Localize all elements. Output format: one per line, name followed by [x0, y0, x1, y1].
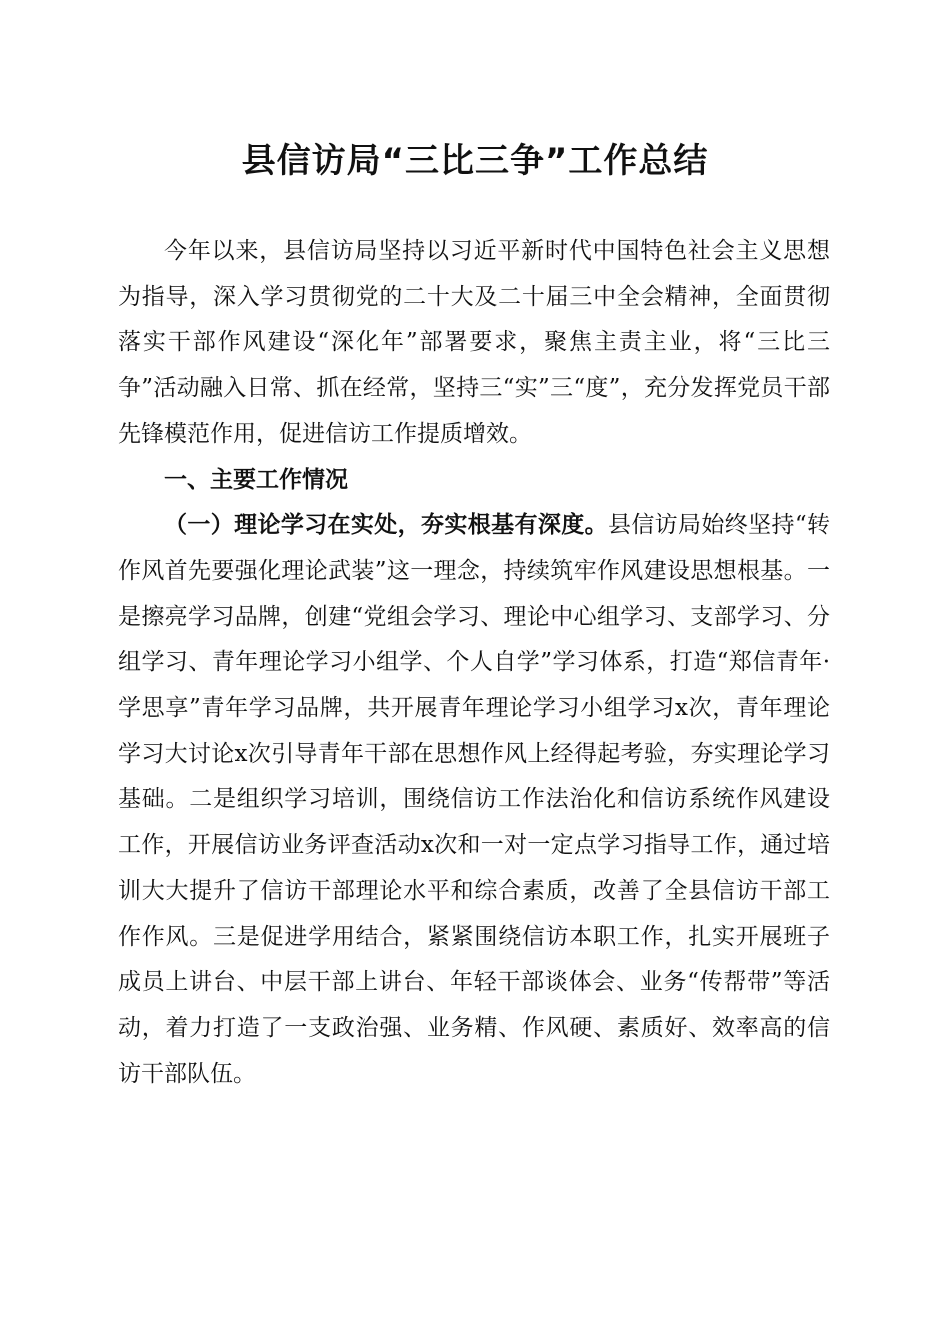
document-body: [118, 229, 830, 1097]
intro-paragraph: 今年以来，县信访局坚持以习近平新时代中国特色社会主义思想为指导，深入学习贯彻党的二十大及二十届三中全会精神，全面贯彻落实干部作风建设“深化年”部署要求，聚焦主责主业，将“三比三争”活动融入日常、抓在经常，坚持三“实”三“度”，充分发挥党员干部先锋模范作用，促进信访工作提质增效。: [118, 238, 830, 447]
subsection-paragraph-theory-study: [118, 503, 830, 1097]
subsection-body-theory-study: 县信访局始终坚持“转作风首先要强化理论武装”这一理念，持续筑牢作风建设思想根基。一是擦亮学习品牌，创建“党组会学习、理论中心组学习、支部学习、分组学习、青年理论学习小组学、个人自学”学习体系，打造“郑信青年·学思享”青年学习品牌，共开展青年理论学习小组学习x次，青年理论学习大讨论x次引导青年干部在思想作风上经得起考验，夯实理论学习基础。二是组织学习培训，围绕信访工作法治化和信访系统作风建设工作，开展信访业务评查活动x次和一对一定点学习指导工作，通过培训大大提升了信访干部理论水平和综合素质，改善了全县信访干部工作作风。三是促进学用结合，紧紧围绕信访本职工作，扎实开展班子成员上讲台、中层干部上讲台、年轻干部谈体会、业务“传帮带”等活动，着力打造了一支政治强、业务精、作风硬、素质好、效率高的信访干部队伍。: [118, 512, 831, 1087]
section-heading-main-work: 一、主要工作情况: [164, 466, 348, 493]
subsection-heading-theory-study: （一）理论学习在实处，夯实根基有深度。: [164, 512, 608, 539]
document-title: 县信访局“三比三争”工作总结: [241, 141, 709, 181]
